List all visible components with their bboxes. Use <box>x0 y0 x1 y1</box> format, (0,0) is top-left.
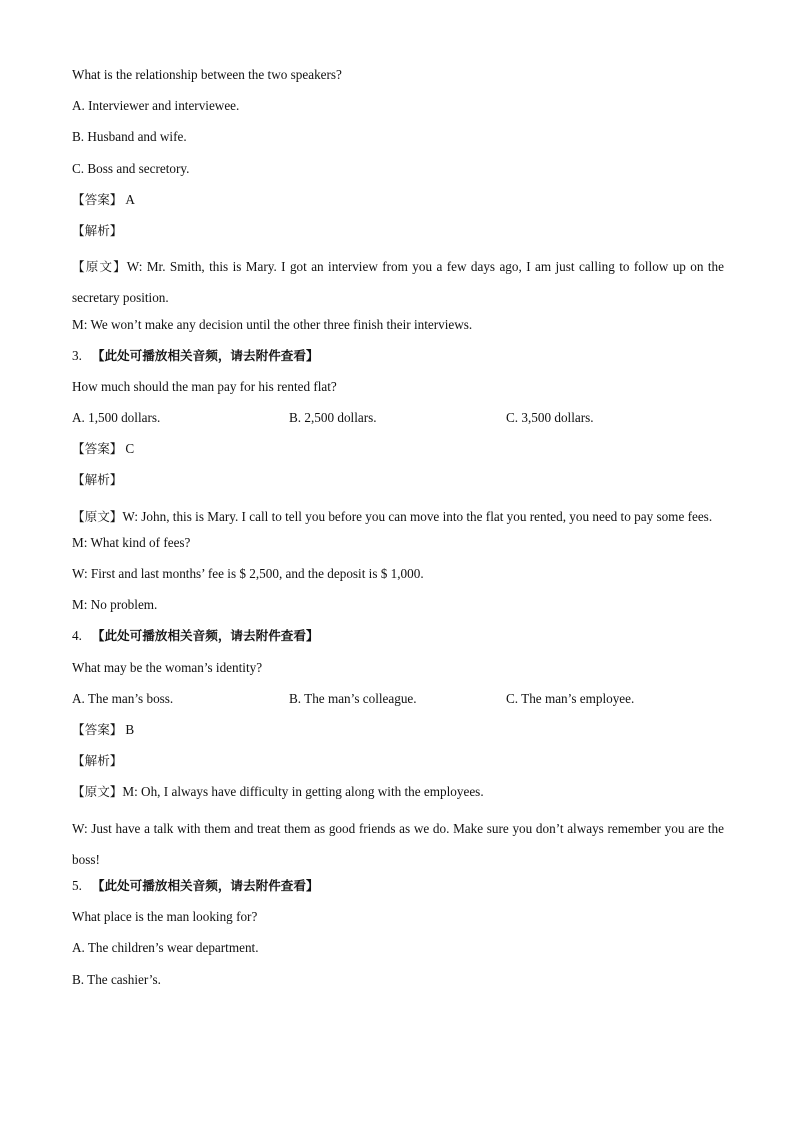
option-a: A. The children’s wear department. <box>72 940 259 956</box>
answer-tag: 【答案】 <box>72 191 123 207</box>
transcript-text: M: Oh, I always have difficulty in getting along with the employees. <box>122 784 484 800</box>
question-header-3 <box>72 345 724 376</box>
question-number: 5. <box>72 877 82 893</box>
option-a: A. Interviewer and interviewee. <box>72 98 240 114</box>
answer-value: B <box>125 721 135 737</box>
transcript-line: W: Just have a talk with them and treat them as good friends as we do. Make sure you don’t always remember you are the boss! <box>72 820 724 867</box>
transcript-line: M: What kind of fees? <box>72 534 191 550</box>
answer-value: C <box>125 441 135 457</box>
option-b: B. The man’s colleague. <box>289 690 417 706</box>
question-header-4 <box>72 625 724 656</box>
original-tag: 【原文】 <box>72 784 123 800</box>
transcript-line: M: No problem. <box>72 597 158 613</box>
option-c: C. 3,500 dollars. <box>506 410 594 426</box>
option-c: C. Boss and secretory. <box>72 160 190 176</box>
option-c: C. The man’s employee. <box>506 690 635 706</box>
options-row <box>72 407 724 438</box>
audio-note: 【此处可播放相关音频，请去附件查看】 <box>91 628 319 644</box>
question-text: What may be the woman’s identity? <box>72 659 263 675</box>
analysis-tag: 【解析】 <box>72 472 123 488</box>
analysis-tag: 【解析】 <box>72 753 123 769</box>
answer-line <box>72 189 724 220</box>
analysis-tag: 【解析】 <box>72 222 123 238</box>
answer-line <box>72 719 724 750</box>
option-b: B. 2,500 dollars. <box>289 410 377 426</box>
answer-line <box>72 438 724 469</box>
analysis-line <box>72 469 724 500</box>
question-text: What place is the man looking for? <box>72 909 258 925</box>
analysis-line <box>72 750 724 781</box>
document-page <box>72 64 724 1000</box>
question-number: 4. <box>72 628 82 644</box>
transcript-line: M: We won’t make any decision until the other three finish their interviews. <box>72 316 473 332</box>
transcript-line <box>72 501 724 532</box>
option-b: B. Husband and wife. <box>72 129 187 145</box>
transcript-line: W: First and last months’ fee is $ 2,500, and the deposit is $ 1,000. <box>72 566 424 582</box>
transcript-text: W: John, this is Mary. I call to tell you before you can move into the flat you rented, you need to pay some fees. <box>122 508 713 524</box>
analysis-line <box>72 220 724 251</box>
question-header-5 <box>72 875 724 906</box>
audio-note: 【此处可播放相关音频，请去附件查看】 <box>91 347 319 363</box>
transcript-text: W: Mr. Smith, this is Mary. I got an interview from you a few days ago, I am just calling to follow up on the secretary position. <box>72 259 724 306</box>
original-tag: 【原文】 <box>72 508 123 524</box>
option-a: A. The man’s boss. <box>72 690 174 706</box>
transcript-line <box>72 781 724 812</box>
audio-note: 【此处可播放相关音频，请去附件查看】 <box>91 877 319 893</box>
question-text: What is the relationship between the two speakers? <box>72 67 342 82</box>
answer-tag: 【答案】 <box>72 441 123 457</box>
option-b: B. The cashier’s. <box>72 971 161 987</box>
transcript-line <box>72 251 724 313</box>
question-text: How much should the man pay for his rented flat? <box>72 378 337 394</box>
options-row <box>72 688 724 719</box>
option-a: A. 1,500 dollars. <box>72 410 161 426</box>
original-tag: 【原文】 <box>72 259 127 275</box>
answer-tag: 【答案】 <box>72 721 123 737</box>
question-number: 3. <box>72 347 82 363</box>
answer-value: A <box>125 191 135 207</box>
